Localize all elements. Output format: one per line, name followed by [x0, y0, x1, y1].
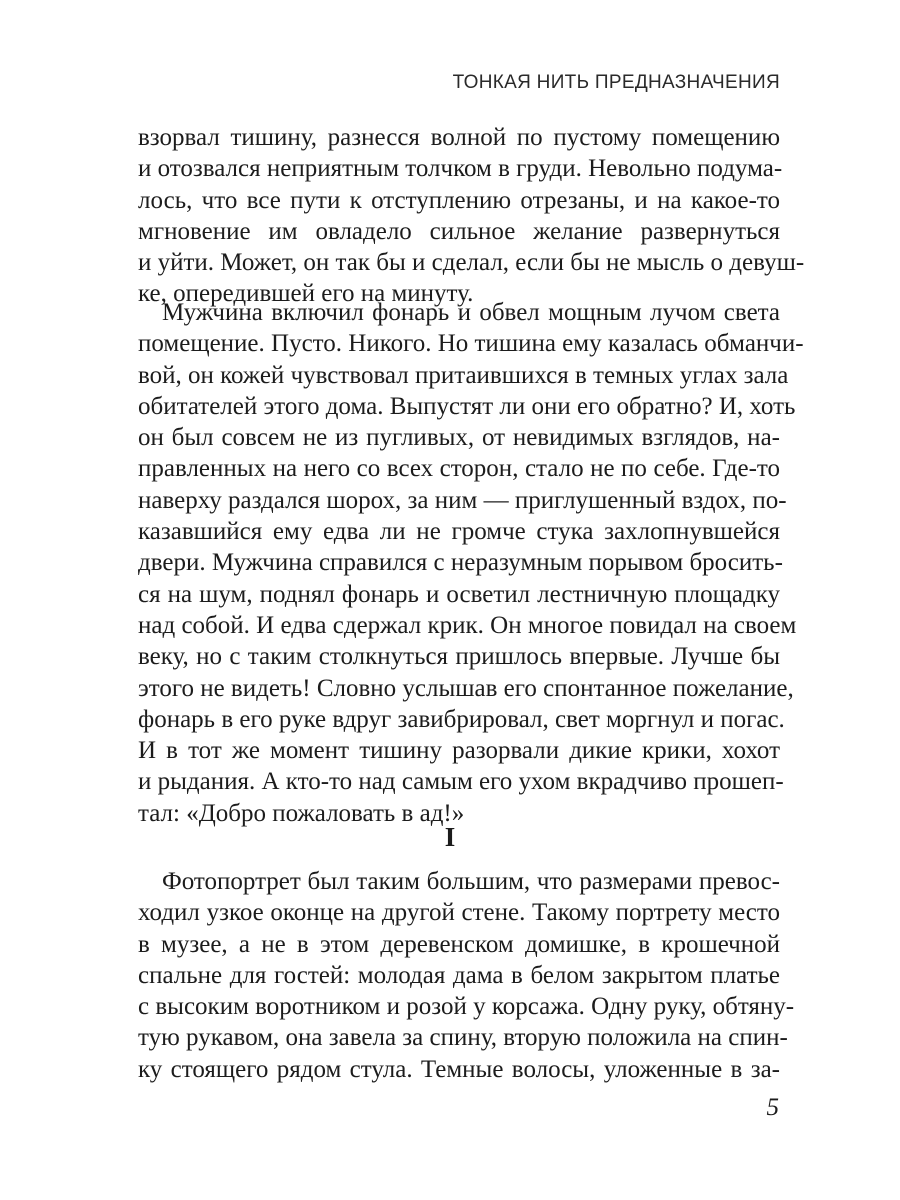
text-line: этого не видеть! Словно услышав его спонтанное пожелание,	[138, 674, 794, 702]
paragraph-continuation	[138, 122, 805, 310]
text-line: и уйти. Может, он так бы и сделал, если бы не мысль о девуш-	[138, 249, 805, 277]
text-line: Мужчина включил фонарь и обвел мощным лучом света	[162, 299, 780, 326]
text-line: над собой. И едва сдержал крик. Он многое повидал на своем	[138, 611, 797, 639]
running-head: ТОНКАЯ НИТЬ ПРЕДНАЗНАЧЕНИЯ	[452, 72, 780, 93]
text-line: обитателей этого дома. Выпустят ли они его обратно? И, хоть	[138, 392, 796, 420]
text-line: с высоким воротником и розой у корсажа. Одну руку, обтяну-	[138, 993, 795, 1021]
chapter-heading: I	[444, 822, 456, 852]
text-line: казавшийся ему едва ли не громче стука захлопнувшейся	[138, 518, 780, 546]
text-line: он был совсем не из пугливых, от невидимых взглядов, на-	[138, 424, 780, 452]
text-line: взорвал тишину, разнесся волной по пустому помещению	[138, 124, 780, 151]
text-line: в музее, а не в этом деревенском домишке, в крошечной	[138, 930, 780, 958]
text-line: тал: «Добро пожаловать в ад!»	[138, 799, 465, 827]
paragraph	[138, 297, 804, 829]
text-line: двери. Мужчина справился с неразумным порывом бросить-	[138, 549, 783, 577]
text-line: ку стоящего рядом стула. Темные волосы, уложенные в за-	[138, 1055, 780, 1083]
text-line: наверху раздался шорох, за ним — приглушенный вздох, по-	[138, 486, 787, 514]
page-number: 5	[766, 1094, 779, 1121]
text-line: мгновение им овладело сильное желание развернуться	[138, 217, 780, 245]
text-line: ся на шум, поднял фонарь и осветил лестничную площадку	[138, 580, 780, 608]
text-line: вой, он кожей чувствовал притаившихся в темных углах зала	[138, 361, 789, 389]
text-line: фонарь в его руке вдруг завибрировал, свет моргнул и погас.	[138, 705, 785, 733]
text-line: ходил узкое оконце на другой стене. Такому портрету место	[138, 899, 780, 927]
text-line: лось, что все пути к отступлению отрезаны, и на какое-то	[138, 186, 780, 214]
chapter-paragraph	[138, 866, 795, 1085]
text-line: спальне для гостей: молодая дама в белом закрытом платье	[138, 961, 780, 989]
text-line: и отозвался неприятным толчком в груди. Невольно подума-	[138, 155, 783, 183]
text-line: правленных на него со всех сторон, стало не по себе. Где-то	[138, 455, 780, 483]
text-line: И в тот же момент тишину разорвали дикие крики, хохот	[138, 737, 780, 765]
text-line: и рыдания. А кто-то над самым его ухом вкрадчиво прошеп-	[138, 768, 784, 796]
text-line: веку, но с таким столкнуться пришлось впервые. Лучше бы	[138, 643, 780, 671]
text-line: помещение. Пусто. Никого. Но тишина ему казалась обманчи-	[138, 330, 804, 358]
text-line: ке, опередившей его на минуту.	[138, 280, 474, 308]
text-line: тую рукавом, она завела за спину, вторую положила на спин-	[138, 1024, 788, 1052]
text-line: Фотопортрет был таким большим, что размерами превос-	[162, 868, 780, 895]
